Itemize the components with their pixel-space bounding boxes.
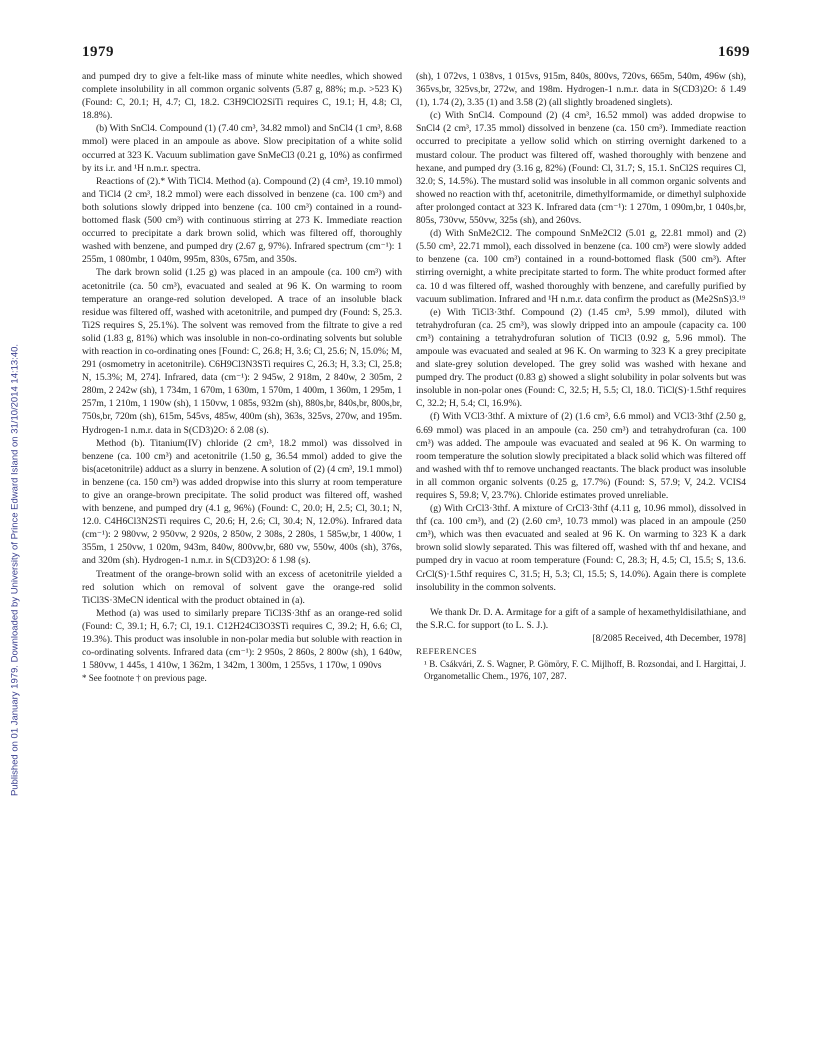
received-date: [8/2085 Received, 4th December, 1978] <box>592 632 746 644</box>
paragraph: (e) With TiCl3·3thf. Compound (2) (1.45 cm³, 5.99 mmol), diluted with tetrahydrofuran (ca. 25 cm³), was slowly dripped into an ampoule (capacity ca. 100 cm³) containing a tetrahydrofuran solution of TiCl3 (0.92 g, 5.96 mmol). The ampoule was evacuated and sealed at 96 K. On warming to 323 K a grey precipitate and slate-grey solution developed. The grey solid was washed with hexane and pumped dry. The product (0.83 g) showed a slight solubility in polar solvents but was insoluble in non-polar ones (Found: C, 32.5; H, 5.5; Cl, 18.0. TiCl(S)·1.5thf requires C, 32.2; H, 5.4; Cl, 16.9%). <box>416 306 746 410</box>
acknowledgement: We thank Dr. D. A. Armitage for a gift of a sample of hexamethyldisilathiane, and the S.R.C. for support (to L. S. J.). <box>416 606 746 631</box>
paragraph: (f) With VCl3·3thf. A mixture of (2) (1.6 cm³, 6.6 mmol) and VCl3·3thf (2.50 g, 6.69 mmol) was placed in an ampoule (ca. 250 cm³) and tetrahydrofuran (ca. 100 cm³) was added. The ampoule was evacuated and sealed at 96 K. On warming to room temperature the solution slowly precipitated a black solid which was filtered off and washed with thf to remove unchanged reactants. The black product was insoluble in all common organic solvents (0.25 g, 17.7%) (Found: S, 57.9; V, 24.2. VCIS4 requires S, 59.8; V, 23.7%). Chloride estimates proved unreliable. <box>416 411 746 501</box>
paragraph: (sh), 1 072vs, 1 038vs, 1 015vs, 915m, 840s, 800vs, 720vs, 665m, 540m, 496w (sh), 365vs,br, 325vs,br, 272w, and 198m. Hydrogen-1 n.m.r. data in S(CD3)2O: δ 1.49 (1), 1.74 (2), 3.35 (1) and 3.58 (2) (all slightly broadened singlets). <box>416 71 746 109</box>
paragraph: (c) With SnCl4. Compound (2) (4 cm³, 16.52 mmol) was added dropwise to SnCl4 (2 cm³, 17.35 mmol) dissolved in benzene (ca. 150 cm³). Immediate reaction occurred to precipitate a yellow solid which on stirring overnight darkened to a mustard colour. The product was filtered off, washed thoroughly with benzene and hexane, and pumped dry (3.16 g, 82%) (Found: Cl, 31.7; S, 15.1. SnCl2S requires Cl, 32.0; S, 14.5%). The mustard solid was insoluble in all common organic solvents and showed no reaction with thf, acetonitrile, dimethylformamide, or dimethyl sulphoxide after prolonged contact at 323 K. Infrared data (cm⁻¹): 1 270m, 1 090m,br, 1 040s,br, 805s, 730vw, 550vw, 325s (sh), and 260vs. <box>416 110 746 227</box>
paragraph: (b) With SnCl4. Compound (1) (7.40 cm³, 34.82 mmol) and SnCl4 (1 cm³, 8.68 mmol) were placed in an ampoule as above. Slow precipitation of a white solid occurred at 323 K. Vacuum sublimation gave SnMeCl3 (0.21 g, 10%) as confirmed by its i.r. and ¹H n.m.r. spectra. <box>82 123 402 174</box>
paragraph: Method (a) was used to similarly prepare TiCl3S·3thf as an orange-red solid (Found: C, 39.1; H, 6.7; Cl, 19.1. C12H24Cl3O3STi requires C, 39.2; H, 6.6; Cl, 19.3%). This product was insoluble in non-polar media but soluble with reaction in co-ordinating solvents. Infrared data (cm⁻¹): 2 950s, 2 860s, 2 800w (sh), 1 640w, 1 580vw, 1 445s, 1 410w, 1 362m, 1 342m, 1 300m, 1 255vs, 1 170w, 1 090vs <box>82 607 402 672</box>
left-column <box>82 70 402 685</box>
right-column <box>416 70 746 682</box>
header-page-number: 1699 <box>718 44 750 60</box>
reference-item: ¹ B. Csákvári, Z. S. Wagner, P. Gömöry, F. C. Mijlhoff, B. Rozsondai, and I. Hargittai, J. Organometallic Chem., 1976, 107, 287. <box>424 659 746 682</box>
download-sidebar <box>6 0 24 1056</box>
paragraph: (g) With CrCl3·3thf. A mixture of CrCl3·3thf (4.11 g, 10.96 mmol), dissolved in thf (ca. 100 cm³), and (2) (2.60 cm³, 10.73 mmol) was placed in an ampoule (250 cm³), which was then evacuated and sealed at 96 K. On warming to 323 K a dark brown solid slowly separated. This was filtered off, washed with thf and hexane, and pumped dry in vacuo at room temperature (Found: C, 28.3; H, 4.5; Cl, 15.5; S, 13.6. CrCl(S)·1.5thf requires C, 31.5; H, 5.3; Cl, 15.5; S, 14.0%). Again there is complete insolubility in the common solvents. <box>416 503 746 593</box>
footnote: * See footnote † on previous page. <box>82 673 207 684</box>
header-year: 1979 <box>82 44 114 60</box>
paragraph: Method (b). Titanium(IV) chloride (2 cm³, 18.2 mmol) was dissolved in benzene (ca. 100 cm³) and acetonitrile (1.50 g, 36.54 mmol) added to give the bis(acetonitrile) adduct as a slurry in benzene. A solution of (2) (4 cm³, 19.1 mmol) in benzene (ca. 150 cm³) was added dropwise into this slurry at room temperature to give an orange-brown precipitate. The solid product was filtered off, washed with benzene, and pumped dry (4.1 g, 96%) (Found: C, 20.0; H, 2.5; Cl, 30.1; N, 12.0. C4H6Cl3N2STi requires C, 20.6; H, 2.6; Cl, 30.4; N, 12.0%). Infrared data (cm⁻¹): 2 980vw, 2 950vw, 2 920s, 2 850w, 2 308s, 2 280s, 1 585w,br, 1 400w, 1 355m, 1 250vw, 1 020m, 943m, 840w, 800vw,br, 680 vw, 550w, 400s (sh), 376s, and 320m (sh). Hydrogen-1 n.m.r. in S(CD3)2O: δ 1.98 (s). <box>82 437 402 567</box>
paragraph: Reactions of (2).* With TiCl4. Method (a). Compound (2) (4 cm³, 19.10 mmol) and TiCl4 (2 cm³, 18.2 mmol) were each dissolved in benzene (ca. 100 cm³) and both solutions slowly dripped into benzene (ca. 100 cm³) contained in a round-bottomed flask (500 cm³) with continuous stirring at 273 K. Immediate reaction occurred to precipitate a dark brown solid, which was filtered off, thoroughly washed with benzene, and pumped dry (2.67 g, 97%). Infrared spectrum (cm⁻¹): 1 255m, 1 080mbr, 1 040m, 995m, 830s, 675m, and 350s. <box>82 175 402 266</box>
paragraph: and pumped dry to give a felt-like mass of minute white needles, which showed complete insolubility in all common organic solvents (5.87 g, 88%; m.p. >523 K) (Found: C, 20.1; H, 4.7; Cl, 18.2. C3H9ClO2SiTi requires C, 19.1; H, 4.8; Cl, 18.8%). <box>82 71 402 122</box>
paragraph: (d) With SnMe2Cl2. The compound SnMe2Cl2 (5.01 g, 22.81 mmol) and (2) (5.50 cm³, 22.71 mmol), each dissolved in benzene (ca. 100 cm³) were slowly added to benzene (ca. 100 cm³) contained in a round-bottomed flask (500 cm³). After stirring overnight, a white precipitate started to form. The white product formed after ca. 10 d was filtered off, washed thoroughly with benzene, and carefully purified by vacuum sublimation. Infrared and ¹H n.m.r. data confirm the product as (Me2SnS)3.¹⁹ <box>416 228 746 305</box>
download-notice-link[interactable]: Published on 01 January 1979. Downloaded by University of Prince Edward Island on 31/10/2014 14:13:40. <box>9 343 21 797</box>
paragraph: The dark brown solid (1.25 g) was placed in an ampoule (ca. 100 cm³) with acetonitrile (ca. 50 cm³), evacuated and sealed at 96 K. On warming to room temperature an orange-red solution developed. A trace of an insoluble black residue was filtered off, washed with acetonitrile, and pumped dry (Found: S, 25.3. Ti2S requires S, 25.1%). The solvent was removed from the filtrate to give a red solid (1.83 g, 81%) which was insoluble in non-co-ordinating solvents but soluble with reaction in co-ordinating ones [Found: C, 26.8; H, 3.6; Cl, 25.6; N, 15.0%; M, 291 (osmometry in acetonitrile). C6H9Cl3N3STi requires C, 26.3; H, 3.3; Cl, 25.8; N, 15.3%; M, 274]. Infrared, data (cm⁻¹): 2 945w, 2 918m, 2 840w, 2 305m, 2 280m, 2 242w (sh), 1 734m, 1 670m, 1 630m, 1 570m, 1 400m, 1 360m, 1 295m, 1 257m, 1 210m, 1 190w (sh), 1 150vw, 1 085s, 932m (sh), 880s,br, 840s,br, 800s,br, 750s,br, 720m (sh), 615m, 545vs, 485w, 400m (sh), 363s, 325vs, 270w, and 195m. Hydrogen-1 n.m.r. data in S(CD3)2O: δ 2.08 (s). <box>82 267 402 436</box>
references-heading: REFERENCES <box>416 646 478 657</box>
paragraph: Treatment of the orange-brown solid with an excess of acetonitrile yielded a red solution which on removal of solvent gave the orange-red solid TiCl3S·3MeCN identical with the product obtained in (a). <box>82 568 402 606</box>
